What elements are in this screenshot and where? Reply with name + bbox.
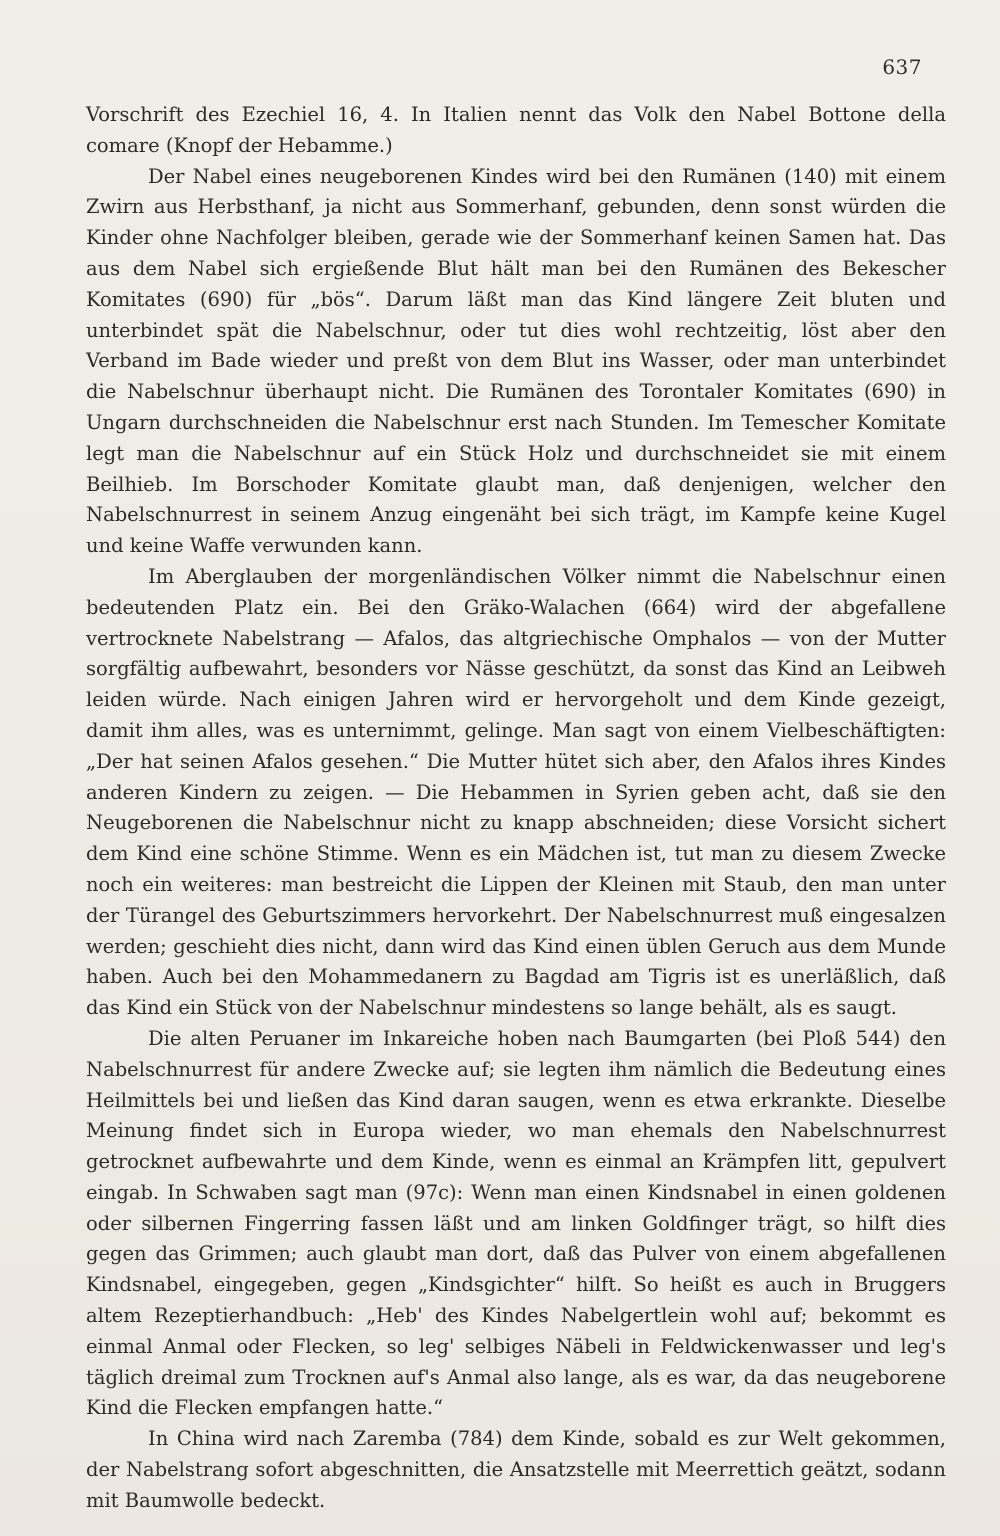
paragraph-4: Die alten Peruaner im Inkareiche hoben nach Baumgarten (bei Ploß 544) den Nabelschnurrest für andere Zwecke auf; sie legten ihm nämlich die Bedeutung eines Heilmittels bei und ließen das Kind daran saugen, wenn es etwa erkrankte. Dieselbe Meinung findet sich in Europa wieder, wo man ehemals den Nabelschnurrest getrocknet aufbewahrte und dem Kinde, wenn es einmal an Krämpfen litt, gepulvert eingab. In Schwaben sagt man (97c): Wenn man einen Kindsnabel in einen goldenen oder silbernen Fingerring fassen läßt und am linken Goldfinger trägt, so hilft dies gegen das Grimmen; auch glaubt man dort, daß das Pulver von einem abgefallenen Kindsnabel, eingegeben, gegen „Kindsgichter“ hilft. So heißt es auch in Bruggers altem Rezeptierhandbuch: „Heb' des Kindes Nabelgertlein wohl auf; bekommt es einmal Anmal oder Flecken, so leg' selbiges Näbeli in Feldwickenwasser und leg's täglich dreimal zum Trocknen auf's Anmal also lange, als es war, da das neugeborene Kind die Flecken empfangen hatte.“ xyxy=(86,1026,946,1420)
paragraph-5: In China wird nach Zaremba (784) dem Kinde, sobald es zur Welt gekommen, der Nabelstrang sofort abgeschnitten, die Ansatzstelle mit Meerrettich geätzt, sodann mit Baumwolle bedeckt. xyxy=(86,1427,946,1512)
paragraph-3: Im Aberglauben der morgenländischen Völker nimmt die Nabelschnur einen bedeutenden Platz ein. Bei den Gräko-Walachen (664) wird der abgefallene vertrocknete Nabelstrang — Afalos, das altgriechische Omphalos — von der Mutter sorgfältig aufbewahrt, besonders vor Nässe geschützt, da sonst das Kind an Leibweh leiden würde. Nach einigen Jahren wird er hervorgeholt und dem Kinde gezeigt, damit ihm alles, was es unternimmt, gelinge. Man sagt von einem Vielbeschäftigten: „Der hat seinen Afalos gesehen.“ Die Mutter hütet sich aber, den Afalos ihres Kindes anderen Kindern zu zeigen. — Die Hebammen in Syrien geben acht, daß sie den Neugeborenen die Nabelschnur nicht zu knapp abschneiden; diese Vorsicht sichert dem Kind eine schöne Stimme. Wenn es ein Mädchen ist, tut man zu diesem Zwecke noch ein weiteres: man bestreicht die Lippen der Kleinen mit Staub, den man unter der Türangel des Geburtszimmers hervorkehrt. Der Nabelschnurrest muß eingesalzen werden; geschieht dies nicht, dann wird das Kind einen üblen Geruch aus dem Munde haben. Auch bei den Mohammedanern zu Bagdad am Tigris ist es unerläßlich, daß das Kind ein Stück von der Nabelschnur mindestens so lange behält, als es saugt. xyxy=(86,564,946,1020)
paragraph-1: Vorschrift des Ezechiel 16, 4. In Italien nennt das Volk den Nabel Bottone della comare (Knopf der Hebamme.) xyxy=(86,103,946,157)
page-number: 637 xyxy=(882,55,922,79)
body-text xyxy=(86,100,946,1517)
paragraph-2: Der Nabel eines neugeborenen Kindes wird bei den Rumänen (140) mit einem Zwirn aus Herbsthanf, ja nicht aus Sommerhanf, gebunden, denn sonst würden die Kinder ohne Nachfolger bleiben, gerade wie der Sommerhanf keinen Samen hat. Das aus dem Nabel sich ergießende Blut hält man bei den Rumänen des Bekescher Komitates (690) für „bös“. Darum läßt man das Kind längere Zeit bluten und unterbindet spät die Nabelschnur, oder tut dies wohl rechtzeitig, löst aber den Verband im Bade wieder und preßt von dem Blut ins Wasser, oder man unterbindet die Nabelschnur überhaupt nicht. Die Rumänen des Torontaler Komitates (690) in Ungarn durchschneiden die Nabelschnur erst nach Stunden. Im Temescher Komitate legt man die Nabelschnur auf ein Stück Holz und durchschneidet sie mit einem Beilhieb. Im Borschoder Komitate glaubt man, daß denjenigen, welcher den Nabelschnurrest in seinem Anzug eingenäht bei sich trägt, im Kampfe keine Kugel und keine Waffe verwunden kann. xyxy=(86,164,946,558)
